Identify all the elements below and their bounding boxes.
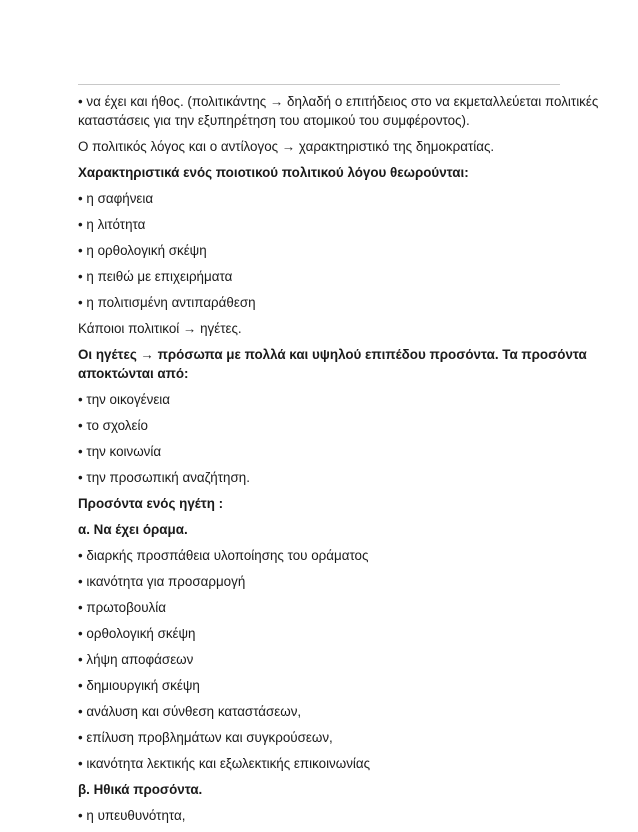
intro-paragraph	[78, 92, 599, 130]
list-item-text: • την προσωπική αναζήτηση.	[78, 470, 250, 485]
list-item	[78, 598, 568, 617]
list-item-text: • η λιτότητα	[78, 217, 146, 232]
list-item	[78, 189, 568, 208]
top-divider	[78, 84, 560, 85]
politicians-leaders-text: Κάποιοι πολιτικοί → ηγέτες.	[78, 321, 242, 336]
list-item	[78, 754, 568, 773]
list-item-text: • ανάλυση και σύνθεση καταστάσεων,	[78, 704, 302, 719]
list-item-text: • ικανότητα λεκτικής και εξωλεκτικής επικοινωνίας	[78, 756, 371, 771]
list-item	[78, 390, 568, 409]
document-body	[78, 92, 599, 832]
list-item-text: • την κοινωνία	[78, 444, 162, 459]
list-item-text: • λήψη αποφάσεων	[78, 652, 194, 667]
list-item	[78, 241, 568, 260]
list-item-text: • η πειθώ με επιχειρήματα	[78, 269, 233, 284]
section-heading: Προσόντα ενός ηγέτη :	[78, 496, 224, 511]
list-item	[78, 650, 568, 669]
list-item	[78, 702, 568, 721]
list-item-text: • ορθολογική σκέψη	[78, 626, 196, 641]
leaders-paragraph	[78, 345, 587, 383]
list-item	[78, 676, 568, 695]
list-item-text: • την οικογένεια	[78, 392, 171, 407]
list-item	[78, 416, 568, 435]
list-item-text: • ικανότητα για προσαρμογή	[78, 574, 246, 589]
paragraph	[78, 319, 568, 338]
list-item	[78, 215, 568, 234]
list-item	[78, 267, 568, 286]
list-item-text: • δημιουργική σκέψη	[78, 678, 200, 693]
subsection-heading: α. Να έχει όραμα.	[78, 522, 188, 537]
list-item-text: • πρωτοβουλία	[78, 600, 166, 615]
list-item-text: • η πολιτισμένη αντιπαράθεση	[78, 295, 256, 310]
discourse-note: Ο πολιτικός λόγος και ο αντίλογος → χαρακτηριστικό της δημοκρατίας.	[78, 139, 495, 154]
list-item	[78, 572, 568, 591]
list-item-text: • η ορθολογική σκέψη	[78, 243, 207, 258]
list-item-text: • επίλυση προβλημάτων και συγκρούσεων,	[78, 730, 333, 745]
subsection-heading: β. Ηθικά προσόντα.	[78, 782, 203, 797]
list-item-text: • η υπευθυνότητα,	[78, 808, 186, 823]
paragraph	[78, 520, 568, 539]
list-item	[78, 468, 568, 487]
list-item	[78, 293, 568, 312]
intro-line: καταστάσεις για την εξυπηρέτηση του ατομικού του συμφέροντος).	[78, 113, 470, 128]
list-item	[78, 624, 568, 643]
list-item	[78, 728, 568, 747]
paragraph	[78, 163, 568, 182]
paragraph	[78, 494, 568, 513]
section-heading: αποκτώνται από:	[78, 366, 189, 381]
paragraph	[78, 780, 568, 799]
section-heading: Χαρακτηριστικά ενός ποιοτικού πολιτικού λόγου θεωρούνται:	[78, 165, 469, 180]
intro-line: • να έχει και ήθος. (πολιτικάντης → δηλαδή ο επιτήδειος στο να εκμεταλλεύεται πολιτικές	[78, 94, 599, 109]
list-item-text: • το σχολείο	[78, 418, 148, 433]
list-item	[78, 546, 568, 565]
paragraph	[78, 137, 568, 156]
list-item	[78, 442, 568, 461]
list-item-text: • διαρκής προσπάθεια υλοποίησης του οράματος	[78, 548, 369, 563]
list-item-text: • η σαφήνεια	[78, 191, 154, 206]
section-heading: Οι ηγέτες → πρόσωπα με πολλά και υψηλού επιπέδου προσόντα. Τα προσόντα	[78, 347, 587, 362]
list-item	[78, 806, 568, 825]
